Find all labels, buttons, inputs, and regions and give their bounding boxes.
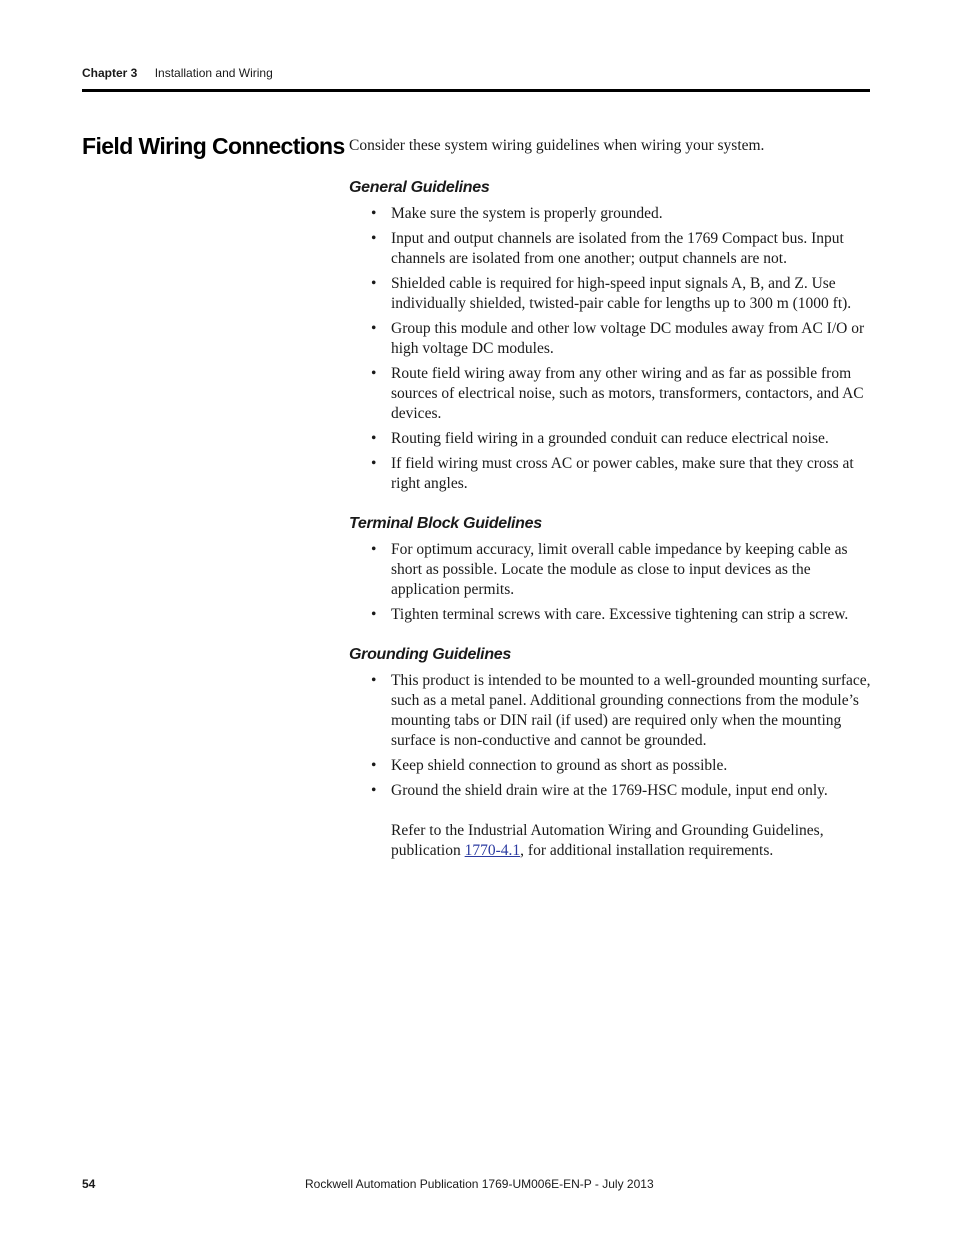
list-item (349, 671, 871, 751)
list-item (349, 274, 871, 314)
list-item-text: Tighten terminal screws with care. Excessive tightening can strip a screw. (391, 606, 849, 623)
list-item-text: Route field wiring away from any other wiring and as far as possible from sources of electrical noise, such as motors, transformers, contactors, and AC devices. (391, 365, 864, 422)
list-item-text: Group this module and other low voltage DC modules away from AC I/O or high voltage DC modules. (391, 320, 865, 357)
grounding-guidelines-heading: Grounding Guidelines (349, 646, 512, 663)
list-item-text: For optimum accuracy, limit overall cable impedance by keeping cable as short as possible. Locate the module as close to input devices as the application permits. (391, 541, 848, 598)
list-item (349, 429, 871, 449)
section-title: Field Wiring Connections (82, 133, 345, 159)
bullet-icon: • (371, 672, 377, 689)
general-guidelines-list (349, 204, 871, 494)
list-item (349, 605, 871, 625)
reference-note-tail: , for additional installation requirements. (520, 842, 774, 859)
list-item-text: Routing field wiring in a grounded conduit can reduce electrical noise. (391, 430, 829, 447)
list-item-text: Keep shield connection to ground as short as possible. (391, 757, 728, 774)
bullet-icon: • (371, 606, 377, 623)
bullet-icon: • (371, 430, 377, 447)
list-item (349, 364, 871, 424)
list-item (349, 756, 871, 776)
chapter-label: Chapter 3 (82, 66, 138, 80)
list-item-text: Shielded cable is required for high-speed input signals A, B, and Z. Use individually shielded, twisted-pair cable for lengths up to 300 m (1000 ft). (391, 275, 852, 312)
chapter-title: Installation and Wiring (154, 66, 273, 80)
list-item-text: Input and output channels are isolated from the 1769 Compact bus. Input channels are isolated from one another; output channels are not. (391, 230, 844, 267)
terminal-block-guidelines-list (349, 540, 871, 625)
bullet-icon: • (371, 455, 377, 472)
general-guidelines-heading: General Guidelines (349, 179, 490, 196)
section-content (349, 136, 871, 861)
publication-footer: Rockwell Automation Publication 1769-UM006E-EN-P - July 2013 (305, 1177, 654, 1191)
header-rule (82, 89, 870, 92)
list-item-text: Ground the shield drain wire at the 1769-HSC module, input end only. (391, 782, 828, 799)
list-item (349, 204, 871, 224)
intro-text: Consider these system wiring guidelines when wiring your system. (349, 137, 765, 154)
bullet-icon: • (371, 365, 377, 382)
reference-note-text: Refer to the Industrial Automation Wiring and Grounding Guidelines, publication (391, 822, 824, 859)
list-item (349, 229, 871, 269)
bullet-icon: • (371, 230, 377, 247)
list-item-text: If field wiring must cross AC or power cables, make sure that they cross at right angles. (391, 455, 854, 492)
list-item (349, 781, 871, 801)
reference-note (349, 821, 871, 861)
list-item-text: Make sure the system is properly grounded. (391, 205, 663, 222)
bullet-icon: • (371, 205, 377, 222)
list-item (349, 454, 871, 494)
bullet-icon: • (371, 320, 377, 337)
bullet-icon: • (371, 782, 377, 799)
list-item-text: This product is intended to be mounted to a well-grounded mounting surface, such as a metal panel. Additional grounding connections from the module’s mounting tabs or DIN rail (if used) are required only when the mounting surface is non-conductive and cannot be grounded. (391, 672, 871, 749)
page-number: 54 (82, 1177, 96, 1191)
grounding-guidelines-list (349, 671, 871, 801)
bullet-icon: • (371, 541, 377, 558)
list-item (349, 319, 871, 359)
list-item (349, 540, 871, 600)
bullet-icon: • (371, 757, 377, 774)
publication-link[interactable]: 1770-4.1 (464, 842, 521, 859)
page-header (82, 66, 273, 80)
bullet-icon: • (371, 275, 377, 292)
terminal-block-guidelines-heading: Terminal Block Guidelines (349, 515, 542, 532)
